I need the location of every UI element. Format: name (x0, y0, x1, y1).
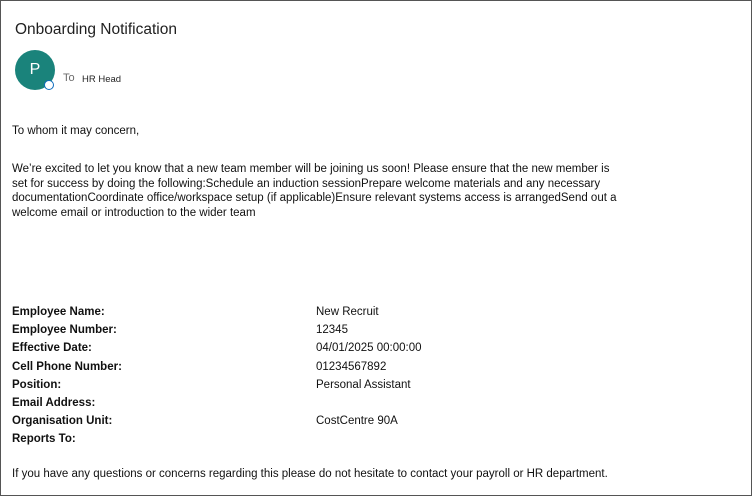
detail-label: Email Address: (12, 396, 96, 409)
detail-value: New Recruit (316, 306, 379, 318)
employee-details (12, 306, 512, 452)
email-footer-text: If you have any questions or concerns regarding this please do not hesitate to contact your payroll or HR department. (12, 468, 608, 480)
detail-value: 12345 (316, 324, 348, 337)
to-label: To (63, 72, 75, 84)
detail-value: Personal Assistant (316, 378, 411, 391)
detail-label: Effective Date: (12, 342, 92, 355)
sender-avatar[interactable]: P (15, 50, 55, 90)
detail-row-organisation-unit (12, 415, 512, 433)
detail-row-employee-name (12, 306, 512, 324)
detail-label: Position: (12, 378, 62, 391)
email-subject: Onboarding Notification (15, 21, 177, 38)
detail-label: Employee Number: (12, 324, 117, 337)
detail-row-effective-date (12, 342, 512, 360)
detail-value: CostCentre 90A (316, 415, 398, 428)
email-body-paragraph: We’re excited to let you know that a new team member will be joining us soon! Please ensure that the new member is set for success by doing the following:Schedule an induction sessionPrepare welcome materials and any necessary documentationCoordinate office/workspace setup (if applicable)Ensure relevant systems access is arrangedSend out a welcome email or introduction to the wider team (12, 163, 617, 219)
detail-value: 01234567892 (316, 360, 387, 373)
detail-row-email-address (12, 397, 512, 415)
recipient-name[interactable]: HR Head (82, 74, 122, 85)
detail-label: Cell Phone Number: (12, 360, 122, 373)
email-greeting: To whom it may concern, (12, 125, 140, 137)
detail-row-cell-phone (12, 361, 512, 379)
detail-row-position (12, 379, 512, 397)
detail-label: Organisation Unit: (12, 415, 113, 428)
presence-status-icon (44, 80, 54, 90)
detail-label: Reports To: (12, 433, 76, 446)
detail-row-reports-to (12, 433, 512, 451)
detail-value: 04/01/2025 00:00:00 (316, 342, 422, 355)
detail-row-employee-number (12, 324, 512, 342)
detail-label: Employee Name: (12, 306, 105, 318)
